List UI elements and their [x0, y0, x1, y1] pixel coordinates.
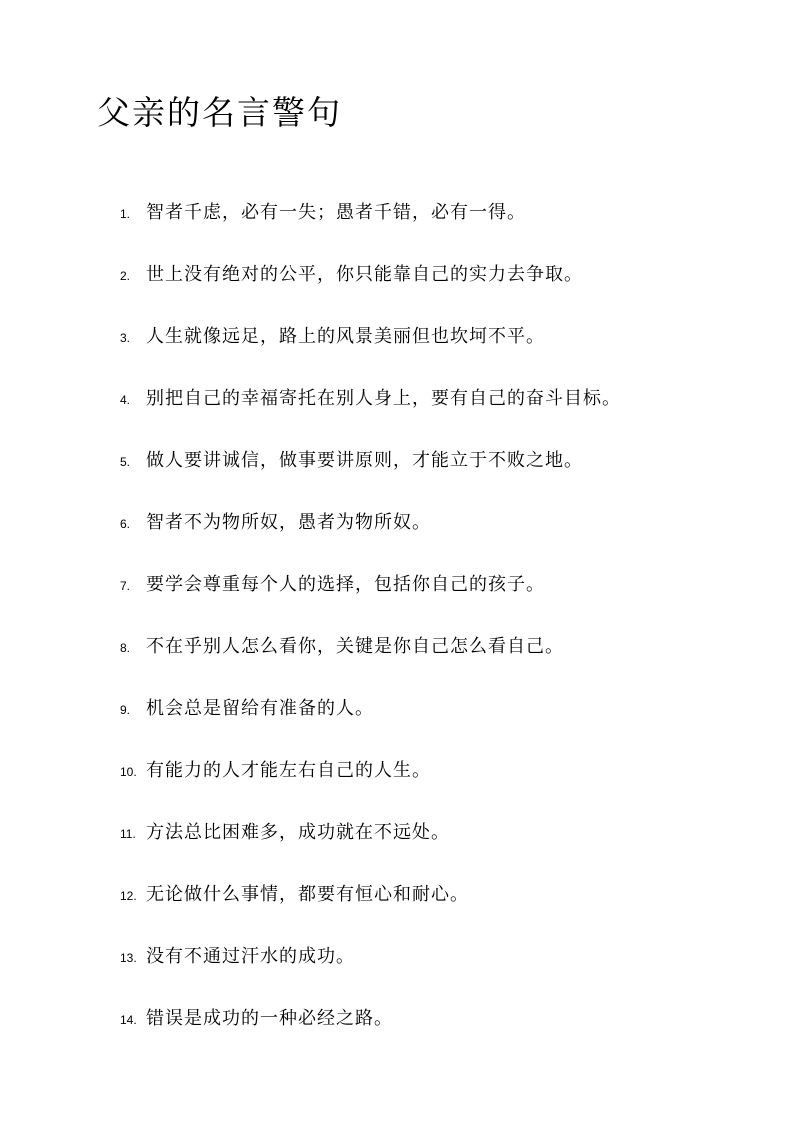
quote-text: 别把自己的幸福寄托在别人身上，要有自己的奋斗目标。	[146, 388, 621, 409]
item-number: 9.	[120, 703, 131, 717]
item-number: 7.	[120, 579, 131, 593]
list-item	[120, 756, 740, 780]
list-item	[120, 1004, 740, 1028]
list-item	[120, 322, 740, 346]
list-item	[120, 446, 740, 470]
quote-text: 世上没有绝对的公平，你只能靠自己的实力去争取。	[146, 264, 583, 285]
item-number: 2.	[120, 269, 131, 283]
quote-text: 做人要讲诚信，做事要讲原则，才能立于不败之地。	[146, 450, 583, 471]
item-number: 10.	[120, 765, 137, 779]
quote-text: 有能力的人才能左右自己的人生。	[146, 760, 431, 781]
quote-text: 不在乎别人怎么看你，关键是你自己怎么看自己。	[146, 636, 564, 657]
list-item	[120, 942, 740, 966]
quote-text: 人生就像远足，路上的风景美丽但也坎坷不平。	[146, 326, 545, 347]
list-item	[120, 260, 740, 284]
quote-text: 要学会尊重每个人的选择，包括你自己的孩子。	[146, 574, 545, 595]
quote-text: 错误是成功的一种必经之路。	[146, 1008, 393, 1029]
list-item	[120, 880, 740, 904]
item-number: 8.	[120, 641, 131, 655]
item-number: 4.	[120, 393, 131, 407]
item-number: 11.	[120, 827, 136, 841]
item-number: 12.	[120, 889, 137, 903]
quote-text: 智者不为物所奴，愚者为物所奴。	[146, 512, 431, 533]
item-number: 6.	[120, 517, 131, 531]
list-item	[120, 508, 740, 532]
quote-text: 方法总比困难多，成功就在不远处。	[146, 822, 450, 843]
quote-text: 无论做什么事情，都要有恒心和耐心。	[146, 884, 469, 905]
item-number: 3.	[120, 331, 131, 345]
list-item	[120, 570, 740, 594]
list-item	[120, 694, 740, 718]
quote-text: 机会总是留给有准备的人。	[146, 698, 374, 719]
quote-text: 智者千虑，必有一失；愚者千错，必有一得。	[146, 202, 526, 223]
quote-text: 没有不通过汗水的成功。	[146, 946, 355, 967]
item-number: 13.	[120, 951, 137, 965]
list-item	[120, 384, 740, 408]
item-number: 5.	[120, 455, 131, 469]
item-number: 14.	[120, 1013, 137, 1027]
list-item	[120, 632, 740, 656]
list-item	[120, 818, 740, 842]
page-title: 父亲的名言警句	[97, 93, 342, 132]
item-number: 1.	[120, 207, 131, 221]
list-item	[120, 198, 740, 222]
